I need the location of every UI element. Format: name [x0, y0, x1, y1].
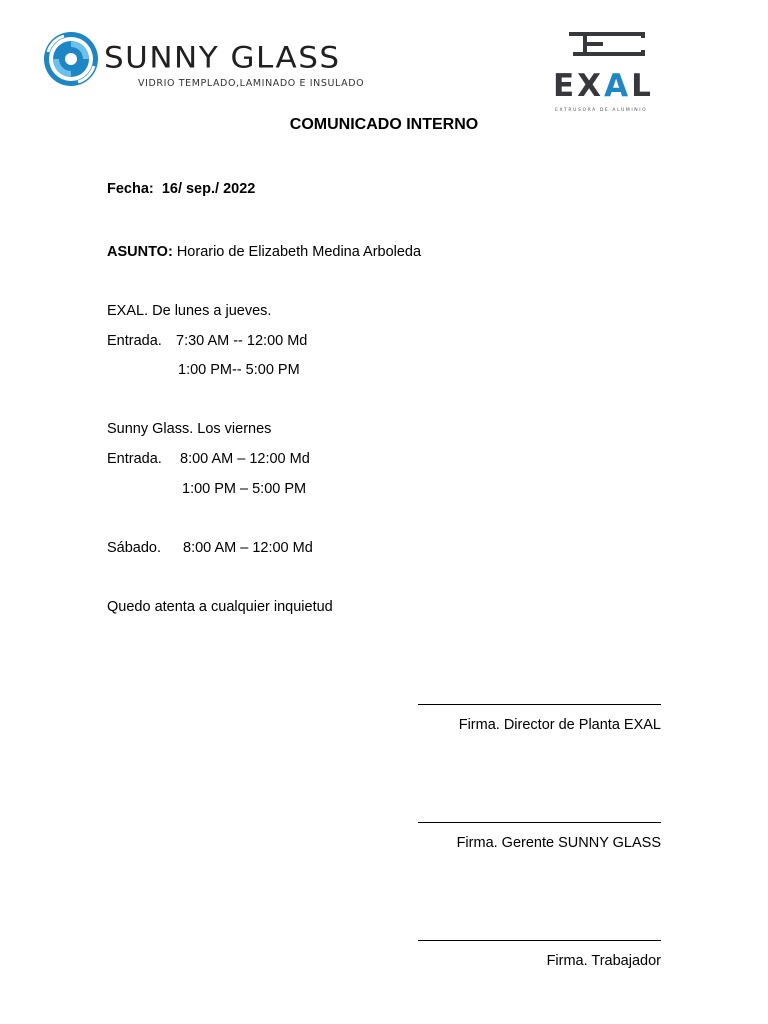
exal-logo [545, 30, 685, 120]
exal-entrada-label: Entrada. [107, 333, 162, 349]
signature-line-director [418, 704, 661, 705]
signature-label-director: Firma. Director de Planta EXAL [458, 717, 661, 733]
sabado-label: Sábado. [107, 540, 162, 556]
signature-line-trabajador [418, 940, 661, 941]
asunto-line [107, 244, 421, 260]
sunny-glass-logo [42, 28, 402, 98]
exal-tagline: EXTRUSORA DE ALUMINIO [555, 108, 648, 113]
asunto-value: Horario de Elizabeth Medina Arboleda [176, 244, 422, 260]
asunto-label: ASUNTO: [107, 244, 173, 260]
sunny-slot-2: 1:00 PM – 5:00 PM [182, 481, 307, 497]
exal-schedule-heading: EXAL. De lunes a jueves. [107, 303, 272, 319]
exal-slot-1: 7:30 AM -- 12:00 Md [176, 333, 308, 349]
sunny-entrada-label: Entrada. [107, 451, 162, 467]
exal-wordmark: EXAL [553, 68, 654, 104]
fecha-value: 16/ sep./ 2022 [161, 181, 256, 197]
exal-slot-2: 1:00 PM-- 5:00 PM [178, 362, 300, 378]
signature-label-gerente: Firma. Gerente SUNNY GLASS [456, 835, 661, 851]
fecha-label: Fecha: [107, 181, 154, 197]
sunny-glass-tagline: VIDRIO TEMPLADO,LAMINADO E INSULADO [138, 78, 365, 89]
signature-label-trabajador: Firma. Trabajador [546, 953, 661, 969]
signature-line-gerente [418, 822, 661, 823]
sunny-schedule-heading: Sunny Glass. Los viernes [107, 421, 272, 437]
sunny-glass-name: SUNNY GLASS [104, 40, 341, 76]
document-title: COMUNICADO INTERNO [289, 116, 479, 133]
exal-mark-icon [569, 30, 649, 60]
closing-text: Quedo atenta a cualquier inquietud [107, 599, 333, 615]
fecha-line [107, 181, 255, 197]
sunny-glass-swirl-icon [42, 30, 100, 88]
sunny-slot-1: 8:00 AM – 12:00 Md [180, 451, 310, 467]
sabado-slot: 8:00 AM – 12:00 Md [183, 540, 313, 556]
